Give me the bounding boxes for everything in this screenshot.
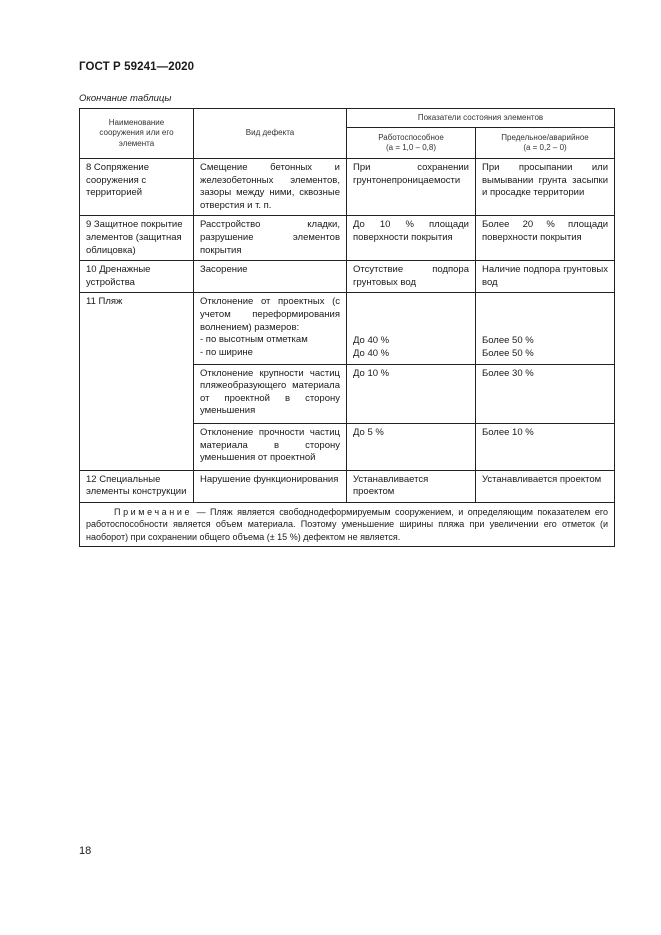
- table-note-row: [80, 502, 615, 547]
- row-working: Устанавливается проектом: [347, 470, 476, 502]
- beach-limit-height: Более 50 %: [482, 335, 534, 347]
- row-defect: [194, 293, 347, 364]
- beach-working-height: До 40 %: [353, 335, 390, 347]
- row-defect: Нарушение функционирования: [194, 470, 347, 502]
- row-working: При сохранении грунтонепроницаемости: [347, 159, 476, 216]
- row-limit: Наличие подпора грунтовых вод: [476, 261, 615, 293]
- table-caption: Окончание таблицы: [79, 93, 172, 104]
- header-working-label: Работоспособное: [378, 132, 444, 142]
- row-limit: [476, 293, 615, 364]
- header-limit-range: (а = 0,2 – 0): [523, 143, 567, 152]
- beach-working-width: До 40 %: [353, 347, 390, 359]
- row-defect: Смещение бетонных и железобетонных элементов, зазоры между ними, сквозные отверстия и т. п.: [194, 159, 347, 216]
- header-defect: Вид дефекта: [194, 109, 347, 159]
- table-row: [80, 159, 615, 216]
- beach-defect-size: Отклонение от проектных (с учетом переформирования волнением) размеров:: [200, 296, 340, 333]
- row-limit: Устанавливается проектом: [476, 470, 615, 502]
- row-working: Отсутствие подпора грунтовых вод: [347, 261, 476, 293]
- row-defect: Расстройство кладки, разрушение элементов покрытия: [194, 216, 347, 261]
- row-limit: Более 20 % площади поверхности покрытия: [476, 216, 615, 261]
- table-row: [80, 470, 615, 502]
- row-working: [347, 293, 476, 364]
- beach-item-height: - по высотным отметкам: [200, 334, 308, 346]
- row-defect: Отклонение крупности частиц пляжеобразующего материала от проектной в сторону уменьшения: [194, 364, 347, 423]
- header-working: [347, 128, 476, 159]
- row-name: 9 Защитное покрытие элементов (защитная облицовка): [80, 216, 194, 261]
- table-row-beach-size: [80, 293, 615, 364]
- header-limit-label: Предельное/аварийное: [501, 132, 589, 142]
- row-working: До 10 %: [347, 364, 476, 423]
- table-note: [80, 502, 615, 547]
- table-header-row: [80, 109, 615, 128]
- document-code: ГОСТ Р 59241—2020: [79, 61, 195, 73]
- header-name: Наименование сооружения или его элемента: [80, 109, 194, 159]
- header-indicators: Показатели состояния элементов: [347, 109, 615, 128]
- row-working: До 10 % площади поверхности покрытия: [347, 216, 476, 261]
- row-limit: При просыпании или вымывании грунта засыпки и просадке территории: [476, 159, 615, 216]
- defects-table: [79, 108, 615, 547]
- row-working: До 5 %: [347, 423, 476, 470]
- table-row: [80, 216, 615, 261]
- table-row: [80, 261, 615, 293]
- beach-item-width: - по ширине: [200, 346, 253, 358]
- row-limit: Более 30 %: [476, 364, 615, 423]
- row-name: 12 Специальные элементы конструкции: [80, 470, 194, 502]
- row-defect: Отклонение прочности частиц материала в сторону уменьшения от проектной: [194, 423, 347, 470]
- header-limit: [476, 128, 615, 159]
- header-working-range: (а = 1,0 – 0,8): [385, 143, 437, 152]
- page-number: 18: [79, 845, 92, 857]
- row-defect: Засорение: [194, 261, 347, 293]
- row-limit: Более 10 %: [476, 423, 615, 470]
- row-name: 8 Сопряжение сооружения с территорией: [80, 159, 194, 216]
- note-label: Примечание: [114, 506, 193, 517]
- row-name: 10 Дренажные устройства: [80, 261, 194, 293]
- beach-limit-width: Более 50 %: [482, 347, 534, 359]
- row-name: 11 Пляж: [80, 293, 194, 470]
- note-text: — Пляж является свободнодеформируемым сооружением, и определяющим показателем его работоспособности является объем материала. Поэтому уменьшение ширины пляжа при увеличении его отметок (и наоборот) при сохранении общего объема (± 15 %) дефектом не является.: [86, 506, 609, 542]
